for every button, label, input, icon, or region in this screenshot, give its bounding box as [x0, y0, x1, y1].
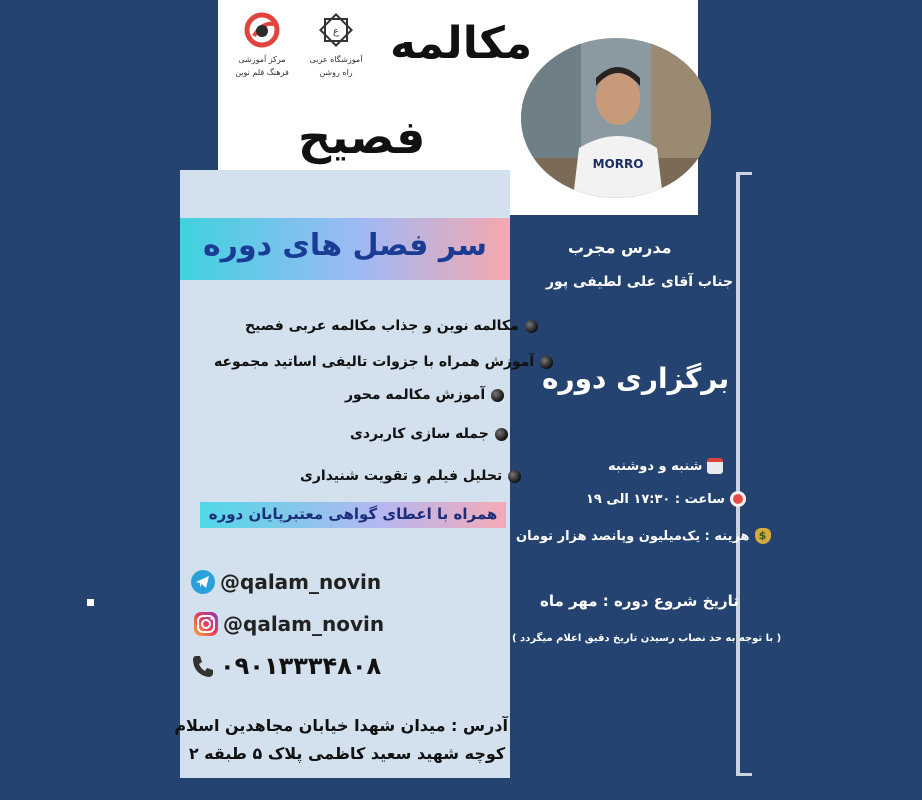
alarm-clock-icon — [730, 491, 746, 507]
chapter-item — [350, 426, 508, 442]
title-line2: فصیح — [298, 110, 426, 164]
address-line2: کوچه شهید سعید کاظمی پلاک ۵ طبقه ۲ — [188, 744, 506, 763]
price-row — [516, 528, 771, 544]
instructor-photo — [521, 38, 711, 198]
telegram-icon — [190, 569, 216, 595]
chapter-text: آموزش همراه با جزوات تالیفی اساتید مجموعه — [214, 354, 535, 370]
course-heading: برگزاری دوره — [542, 362, 730, 395]
time-text: ساعت : ۱۷:۳۰ الی ۱۹ — [586, 491, 725, 507]
price-text: هزینه : یک‌میلیون وپانصد هزار تومان — [516, 528, 750, 544]
bullet-icon — [495, 428, 508, 441]
shirt-text: MORRO — [592, 157, 644, 171]
phone-number[interactable]: ۰۹۰۱۳۳۳۴۸۰۸ — [220, 652, 382, 680]
bullet-icon — [525, 320, 538, 333]
instructor-photo-image — [521, 38, 711, 198]
chapter-text: تحلیل فیلم و تقویت شنیداری — [300, 468, 503, 484]
chapter-item — [345, 387, 504, 403]
instructor-name: جناب آقای علی لطیفی پور — [546, 274, 734, 290]
bracket-top — [736, 172, 752, 175]
bullet-icon — [491, 389, 504, 402]
chapter-text: جمله سازی کاربردی — [350, 426, 489, 442]
svg-text:ع: ع — [333, 26, 339, 37]
phone-icon — [190, 653, 216, 679]
address-line1: آدرس : میدان شهدا خیابان مجاهدین اسلام — [174, 716, 508, 735]
logo2-line1: آموزشگاه عربی — [309, 55, 363, 64]
bullet-icon — [508, 470, 521, 483]
title-line1: مکالمه — [390, 18, 533, 69]
days-text: شنبه و دوشنبه — [608, 458, 703, 474]
rah-roshan-logo — [306, 12, 366, 78]
money-bag-icon: $ — [755, 528, 771, 544]
qalam-logo-icon — [244, 12, 280, 48]
start-date: تاریخ شروع دوره : مهر ماه — [540, 592, 739, 610]
chapter-item — [245, 318, 538, 334]
phone-row[interactable] — [190, 652, 381, 680]
certificate-text: همراه با اعطای گواهی معتبرپایان دوره — [208, 505, 498, 523]
chapters-title: سر فصل های دوره — [202, 228, 488, 263]
telegram-row[interactable] — [190, 569, 381, 595]
instagram-row[interactable] — [193, 611, 384, 637]
calendar-icon — [707, 458, 723, 474]
qalam-novin-logo — [232, 12, 292, 78]
time-row — [586, 491, 746, 507]
logo2-line2: راه روشن — [319, 68, 353, 77]
bracket-bottom — [736, 773, 752, 776]
instagram-icon — [193, 611, 219, 637]
logo1-line1: مرکز آموزشی — [238, 55, 286, 64]
chapter-item — [214, 354, 553, 370]
days-row — [608, 458, 723, 474]
instagram-handle[interactable]: @qalam_novin — [223, 612, 385, 636]
white-square — [87, 599, 94, 606]
instructor-label: مدرس مجرب — [568, 238, 672, 257]
chapter-text: آموزش مکالمه محور — [345, 387, 486, 403]
chapter-item — [300, 468, 521, 484]
octagram-logo-icon — [318, 12, 354, 48]
logo1-line2: فرهنگ قلم نوین — [235, 68, 289, 77]
start-note: ( با توجه به حد نصاب رسیدن تاریخ دقیق اعلام میگردد ) — [512, 633, 782, 644]
bracket-line — [736, 172, 740, 776]
chapter-text: مکالمه نوین و جذاب مکالمه عربی فصیح — [245, 318, 519, 334]
telegram-handle[interactable]: @qalam_novin — [220, 570, 382, 594]
